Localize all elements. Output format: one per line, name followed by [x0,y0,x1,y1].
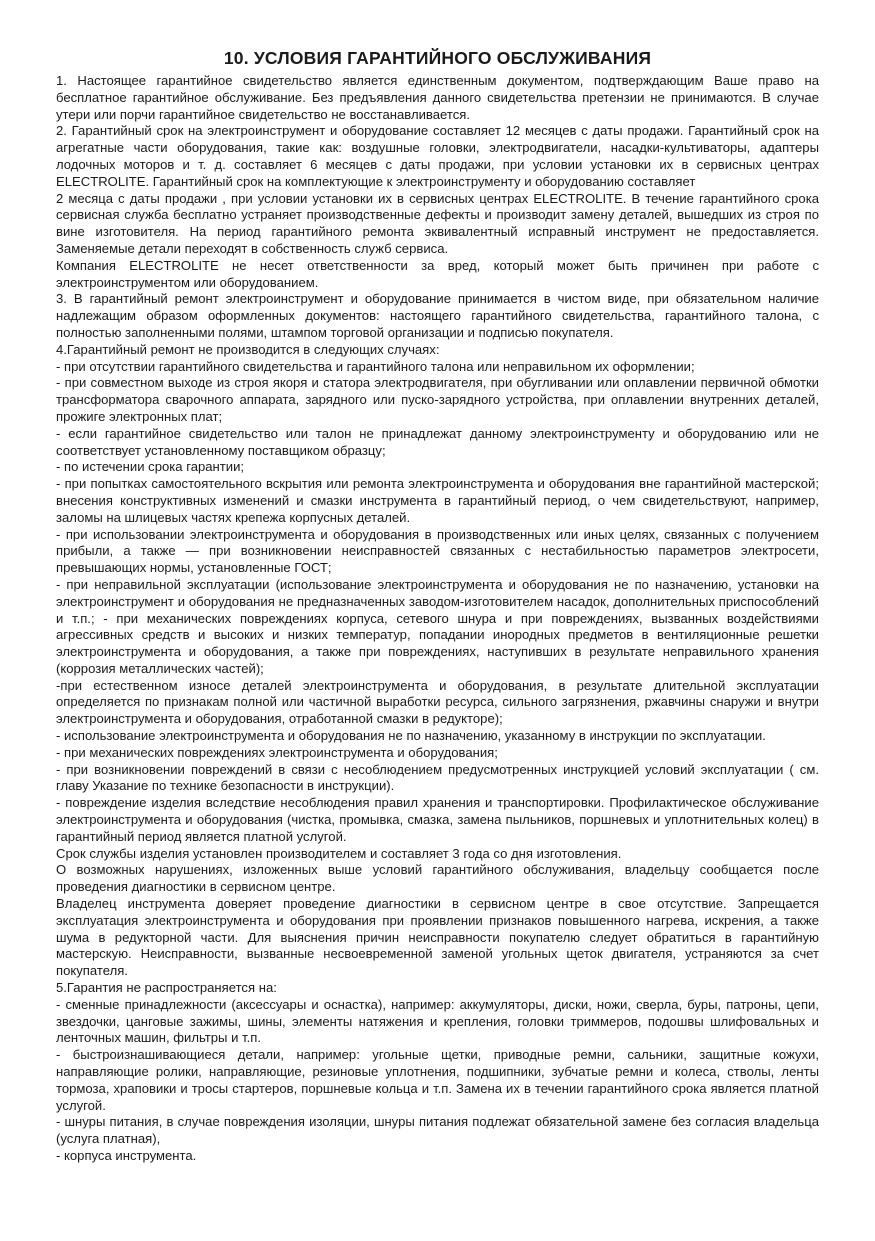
paragraph-25: - шнуры питания, в случае повреждения изоляции, шнуры питания подлежат обязательной замене без согласия владельца (услуга платная), [56,1114,819,1147]
paragraph-20: О возможных нарушениях, изложенных выше условий гарантийного обслуживания, владельцу сообщается после проведения диагностики в сервисном центре. [56,862,819,895]
paragraph-23: - сменные принадлежности (аксессуары и оснастка), например: аккумуляторы, диски, ножи, сверла, буры, патроны, цепи, звездочки, цанговые зажимы, шины, элементы натяжения и крепления, головки триммеров, подошвы шлифовальных и ленточных машин, фильтры и т.п. [56,996,819,1046]
paragraph-7: - при отсутствии гарантийного свидетельства и гарантийного талона или неправильном их оформлении; [56,358,695,374]
paragraph-12: - при использовании электроинструмента и оборудования в производственных или иных целях, связанных с получением прибыли, а также — при возникновении неисправностей связанных с нестабильностью параметров электросети, превышающих нормы, установленные ГОСТ; [56,526,819,576]
paragraph-9: - если гарантийное свидетельство или талон не принадлежат данному электроинструменту и оборудованию или не соответствует установленному поставщиком образцу; [56,425,819,458]
paragraph-17: - при возникновении повреждений в связи с несоблюдением предусмотренных инструкцией условий эксплуатации ( см. главу Указание по технике безопасности в инструкции). [56,761,819,794]
paragraph-10: - по истечении срока гарантии; [56,459,245,475]
paragraph-5: 3. В гарантийный ремонт электроинструмент и оборудование принимается в чистом виде, при обязательном наличие надлежащим образом оформленных документов: настоящего гарантийного свидетельства, гарантийного талона, с полностью заполненными полями, штампом торговой организации и подписью покупателя. [56,291,819,340]
paragraph-15: - использование электроинструмента и оборудования не по назначению, указанному в инструкции по эксплуатации. [56,728,766,744]
paragraph-22: 5.Гарантия не распространяется на: [56,980,277,996]
paragraph-13: - при неправильной эксплуатации (использование электроинструмента и оборудования не по назначению, установки на электроинструмент и оборудования не предназначенных заводом-изготовителем насадок, дополнительных приспособлений и т.п.; - при механических повреждениях корпуса, сетевого шнура и при повреждениях, вызванных воздействиями агрессивных средств и высоких и низких температур, попадании инородных предметов в вентиляционные решетки электроинструмента и оборудования, а также при повреждениях, наступивших в результате неправильного хранения (коррозия металлических частей); [56,576,819,676]
paragraph-14: -при естественном износе деталей электроинструмента и оборудования, в результате длительной эксплуатации определяется по признакам полной или частичной выработки ресурса, сильного загрязнения, ржавчины снаружи и внутри электроинструмента и оборудования, отработанной смазки в редукторе); [56,677,819,727]
paragraph-3: 2 месяца с даты продажи , при условии установки их в сервисных центрах ELECTROLITE. В течение гарантийного срока сервисная служба бесплатно устраняет производственные дефекты и производит замену деталей, вышедших из строя по вине изготовителя. На период гарантийного ремонта эквивалентный исправный инструмент не предоставляется. Заменяемые детали переходят в собственность служб сервиса. [56,190,819,256]
paragraph-2: 2. Гарантийный срок на электроинструмент и оборудование составляет 12 месяцев с даты продажи. Гарантийный срок на агрегатные части оборудования, такие как: воздушные головки, электродвигатели, насадки-культиваторы, адаптеры лодочных моторов и т. д. составляет 6 месяцев с даты продажи, при условии установки их в сервисных центрах ELECTROLITE. Гарантийный срок на комплектующие к электроинструменту и оборудованию составляет [56,123,819,189]
paragraph-18: - повреждение изделия вследствие несоблюдения правил хранения и транспортировки. Профилактическое обслуживание электроинструмента и оборудования (чистка, промывка, смазка, замена пыльников, поршневых и уплотнительных колец) в гарантийный период является платной услугой. [56,795,819,844]
paragraph-4: Компания ELECTROLITE не несет ответственности за вред, который может быть причинен при работе с электроинструментом или оборудованием. [56,257,819,290]
paragraph-26: - корпуса инструмента. [56,1148,197,1163]
paragraph-8: - при совместном выходе из строя якоря и статора электродвигателя, при обугливании или оплавлении первичной обмотки трансформатора сварочного аппарата, зарядного или пуско-зарядного устройства, при оплавлении внутренних деталей, прожиге электронных плат; [56,375,819,424]
document-body [56,73,819,1165]
paragraph-24: - быстроизнашивающиеся детали, например: угольные щетки, приводные ремни, сальники, защитные кожухи, направляющие ролики, направляющие, резиновые уплотнения, подшипники, зубчатые ремни и колеса, стволы, ленты тормоза, храповики и тросы стартеров, поршневые кольца и т.п. Замена их в течении гарантийного срока является платной услугой. [56,1047,819,1113]
page-title: 10. УСЛОВИЯ ГАРАНТИЙНОГО ОБСЛУЖИВАНИЯ [223,48,652,68]
paragraph-21: Владелец инструмента доверяет проведение диагностики в сервисном центре в свое отсутствие. Запрещается эксплуатация электроинструмента и оборудования при проявлении признаков повышенного нагрева, искрения, а также шума в редукторной части. Для выяснения причин неисправности покупателю следует обратиться в гарантийную мастерскую. Неисправности, вызванные несвоевременной заменой угольных щеток двигателя, устраняются за счет покупателя. [56,896,819,979]
paragraph-16: - при механических повреждениях электроинструмента и оборудования; [56,744,498,760]
paragraph-11: - при попытках самостоятельного вскрытия или ремонта электроинструмента и оборудования вне гарантийной мастерской; внесения конструктивных изменений и смазки инструмента в гарантийный период, о чем свидетельствуют, например, заломы на шлицевых частях крепежа корпусных деталей. [56,476,819,525]
paragraph-6: 4.Гарантийный ремонт не производится в следующих случаях: [56,341,440,357]
paragraph-1: 1. Настоящее гарантийное свидетельство является единственным документом, подтверждающим Ваше право на бесплатное гарантийное обслуживание. Без предъявления данного свидетельства претензии не принимаются. В случае утери или порчи гарантийное свидетельство не восстанавливается. [56,73,819,122]
paragraph-19: Срок службы изделия установлен производителем и составляет 3 года со дня изготовления. [56,845,622,861]
